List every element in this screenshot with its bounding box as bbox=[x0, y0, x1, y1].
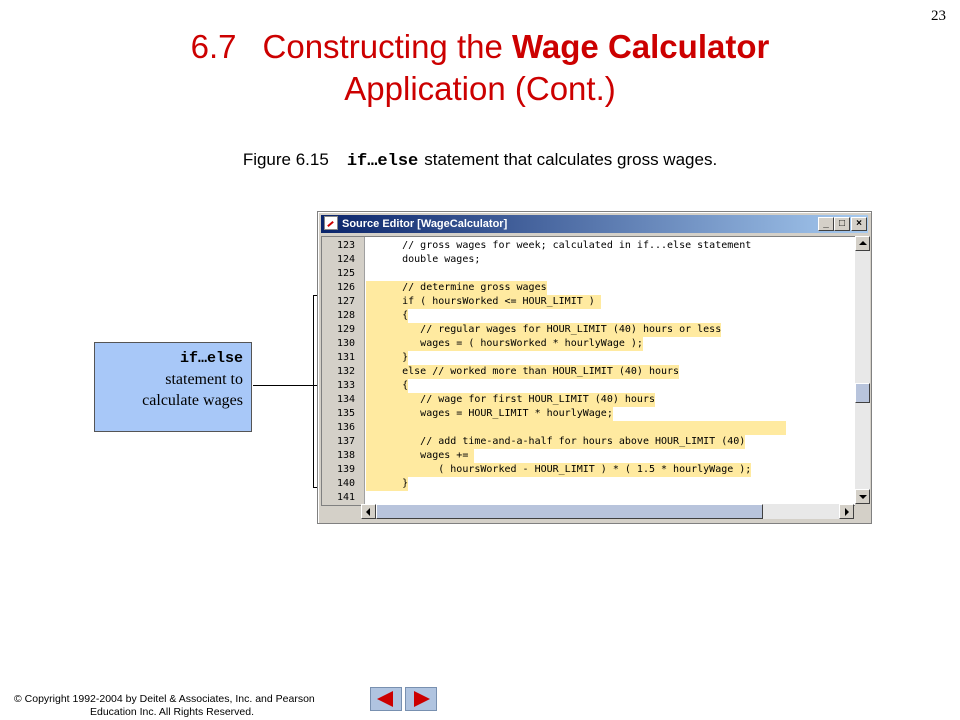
line-number: 135 bbox=[337, 408, 356, 419]
code-line bbox=[322, 323, 855, 337]
code-text: // determine gross wages bbox=[366, 282, 547, 293]
code-line bbox=[322, 239, 855, 253]
vertical-scroll-thumb[interactable] bbox=[855, 383, 870, 403]
line-number: 132 bbox=[337, 366, 356, 377]
line-number: 139 bbox=[337, 464, 356, 475]
scrollbar-corner bbox=[855, 504, 870, 519]
line-number: 128 bbox=[337, 310, 356, 321]
horizontal-scrollbar[interactable] bbox=[361, 504, 854, 519]
code-text: // gross wages for week; calculated in if...else statement bbox=[366, 240, 752, 251]
connector-horizontal bbox=[253, 385, 317, 386]
code-line bbox=[322, 407, 855, 421]
minimize-icon: _ bbox=[823, 218, 829, 229]
code-line bbox=[322, 267, 855, 281]
code-text: // wage for first HOUR_LIMIT (40) hours bbox=[366, 394, 655, 405]
bracket-vertical bbox=[313, 295, 314, 488]
code-text: ( hoursWorked - HOUR_LIMIT ) * ( 1.5 * hourlyWage ); bbox=[366, 464, 752, 475]
code-text: { bbox=[366, 380, 409, 391]
code-line bbox=[322, 435, 855, 449]
source-editor-window bbox=[317, 211, 872, 524]
code-line bbox=[322, 365, 855, 379]
scroll-left-button[interactable] bbox=[361, 504, 376, 519]
close-button[interactable] bbox=[851, 217, 867, 231]
vertical-scrollbar[interactable] bbox=[855, 236, 870, 504]
title-part1: Constructing the bbox=[262, 28, 503, 65]
slide-number: 23 bbox=[931, 8, 946, 24]
scroll-right-icon bbox=[845, 508, 849, 516]
copyright-line1: © Copyright 1992-2004 by Deitel & Associates, Inc. and Pearson bbox=[14, 693, 315, 705]
line-number: 136 bbox=[337, 422, 356, 433]
close-icon: × bbox=[856, 218, 862, 229]
code-text: wages += bbox=[366, 450, 475, 461]
caption-text: statement that calculates gross wages. bbox=[424, 150, 718, 169]
code-line bbox=[322, 393, 855, 407]
figure-caption bbox=[0, 150, 960, 171]
line-number: 138 bbox=[337, 450, 356, 461]
code-line bbox=[322, 379, 855, 393]
scroll-left-icon bbox=[366, 508, 370, 516]
code-text: } bbox=[366, 478, 409, 489]
code-line bbox=[322, 253, 855, 267]
code-line bbox=[322, 337, 855, 351]
code-line bbox=[322, 421, 855, 435]
copyright-notice bbox=[14, 693, 374, 719]
minimize-button[interactable] bbox=[818, 217, 834, 231]
caption-code: if…else bbox=[346, 152, 419, 171]
code-text: { bbox=[366, 310, 409, 321]
code-line bbox=[322, 351, 855, 365]
copyright-line2: Education Inc. All Rights Reserved. bbox=[90, 706, 255, 718]
horizontal-scroll-thumb[interactable] bbox=[376, 504, 763, 519]
code-text: wages = ( hoursWorked * hourlyWage ); bbox=[366, 338, 643, 349]
line-number: 125 bbox=[337, 268, 356, 279]
line-number: 123 bbox=[337, 240, 356, 251]
window-app-icon bbox=[324, 216, 338, 230]
code-text bbox=[366, 421, 786, 435]
code-line bbox=[322, 449, 855, 463]
line-number: 133 bbox=[337, 380, 356, 391]
code-line bbox=[322, 491, 855, 505]
caption-figure: Figure 6.15 bbox=[242, 150, 329, 169]
callout-box bbox=[94, 342, 252, 432]
title-bold: Wage Calculator bbox=[512, 28, 770, 65]
line-number: 140 bbox=[337, 478, 356, 489]
callout-line3: calculate wages bbox=[142, 392, 243, 409]
next-slide-button[interactable] bbox=[405, 687, 437, 711]
callout-code: if…else bbox=[179, 350, 243, 367]
code-editor[interactable] bbox=[321, 236, 856, 506]
title-number: 6.7 bbox=[190, 28, 237, 65]
maximize-icon: □ bbox=[838, 218, 846, 229]
line-number: 124 bbox=[337, 254, 356, 265]
slide-title bbox=[0, 26, 960, 110]
line-number: 131 bbox=[337, 352, 356, 363]
code-line bbox=[322, 463, 855, 477]
title-part2: Application (Cont.) bbox=[344, 70, 616, 107]
previous-slide-button[interactable] bbox=[370, 687, 402, 711]
scroll-down-button[interactable] bbox=[855, 489, 870, 504]
scroll-right-button[interactable] bbox=[839, 504, 854, 519]
scroll-up-icon bbox=[859, 241, 867, 245]
previous-slide-icon bbox=[377, 691, 393, 707]
code-line bbox=[322, 477, 855, 491]
window-title: Source Editor [WageCalculator] bbox=[342, 218, 508, 230]
code-text: } bbox=[366, 352, 409, 363]
scroll-down-icon bbox=[859, 495, 867, 499]
code-text: double wages; bbox=[366, 254, 481, 265]
line-number: 137 bbox=[337, 436, 356, 447]
line-number: 130 bbox=[337, 338, 356, 349]
line-number: 126 bbox=[337, 282, 356, 293]
line-number: 141 bbox=[337, 492, 356, 503]
code-text: // regular wages for HOUR_LIMIT (40) hours or less bbox=[366, 324, 722, 335]
callout-line2: statement to bbox=[165, 371, 243, 388]
line-number: 134 bbox=[337, 394, 356, 405]
scroll-up-button[interactable] bbox=[855, 236, 870, 251]
code-text: if ( hoursWorked <= HOUR_LIMIT ) bbox=[366, 296, 601, 307]
window-titlebar[interactable] bbox=[321, 215, 868, 233]
next-slide-icon bbox=[414, 691, 430, 707]
maximize-button[interactable] bbox=[834, 217, 850, 231]
code-text: else // worked more than HOUR_LIMIT (40) hours bbox=[366, 366, 680, 377]
line-number: 129 bbox=[337, 324, 356, 335]
line-number: 127 bbox=[337, 296, 356, 307]
code-line bbox=[322, 295, 855, 309]
code-line bbox=[322, 309, 855, 323]
code-text: wages = HOUR_LIMIT * hourlyWage; bbox=[366, 408, 613, 419]
code-line bbox=[322, 281, 855, 295]
code-text: // add time-and-a-half for hours above HOUR_LIMIT (40) bbox=[366, 436, 746, 447]
